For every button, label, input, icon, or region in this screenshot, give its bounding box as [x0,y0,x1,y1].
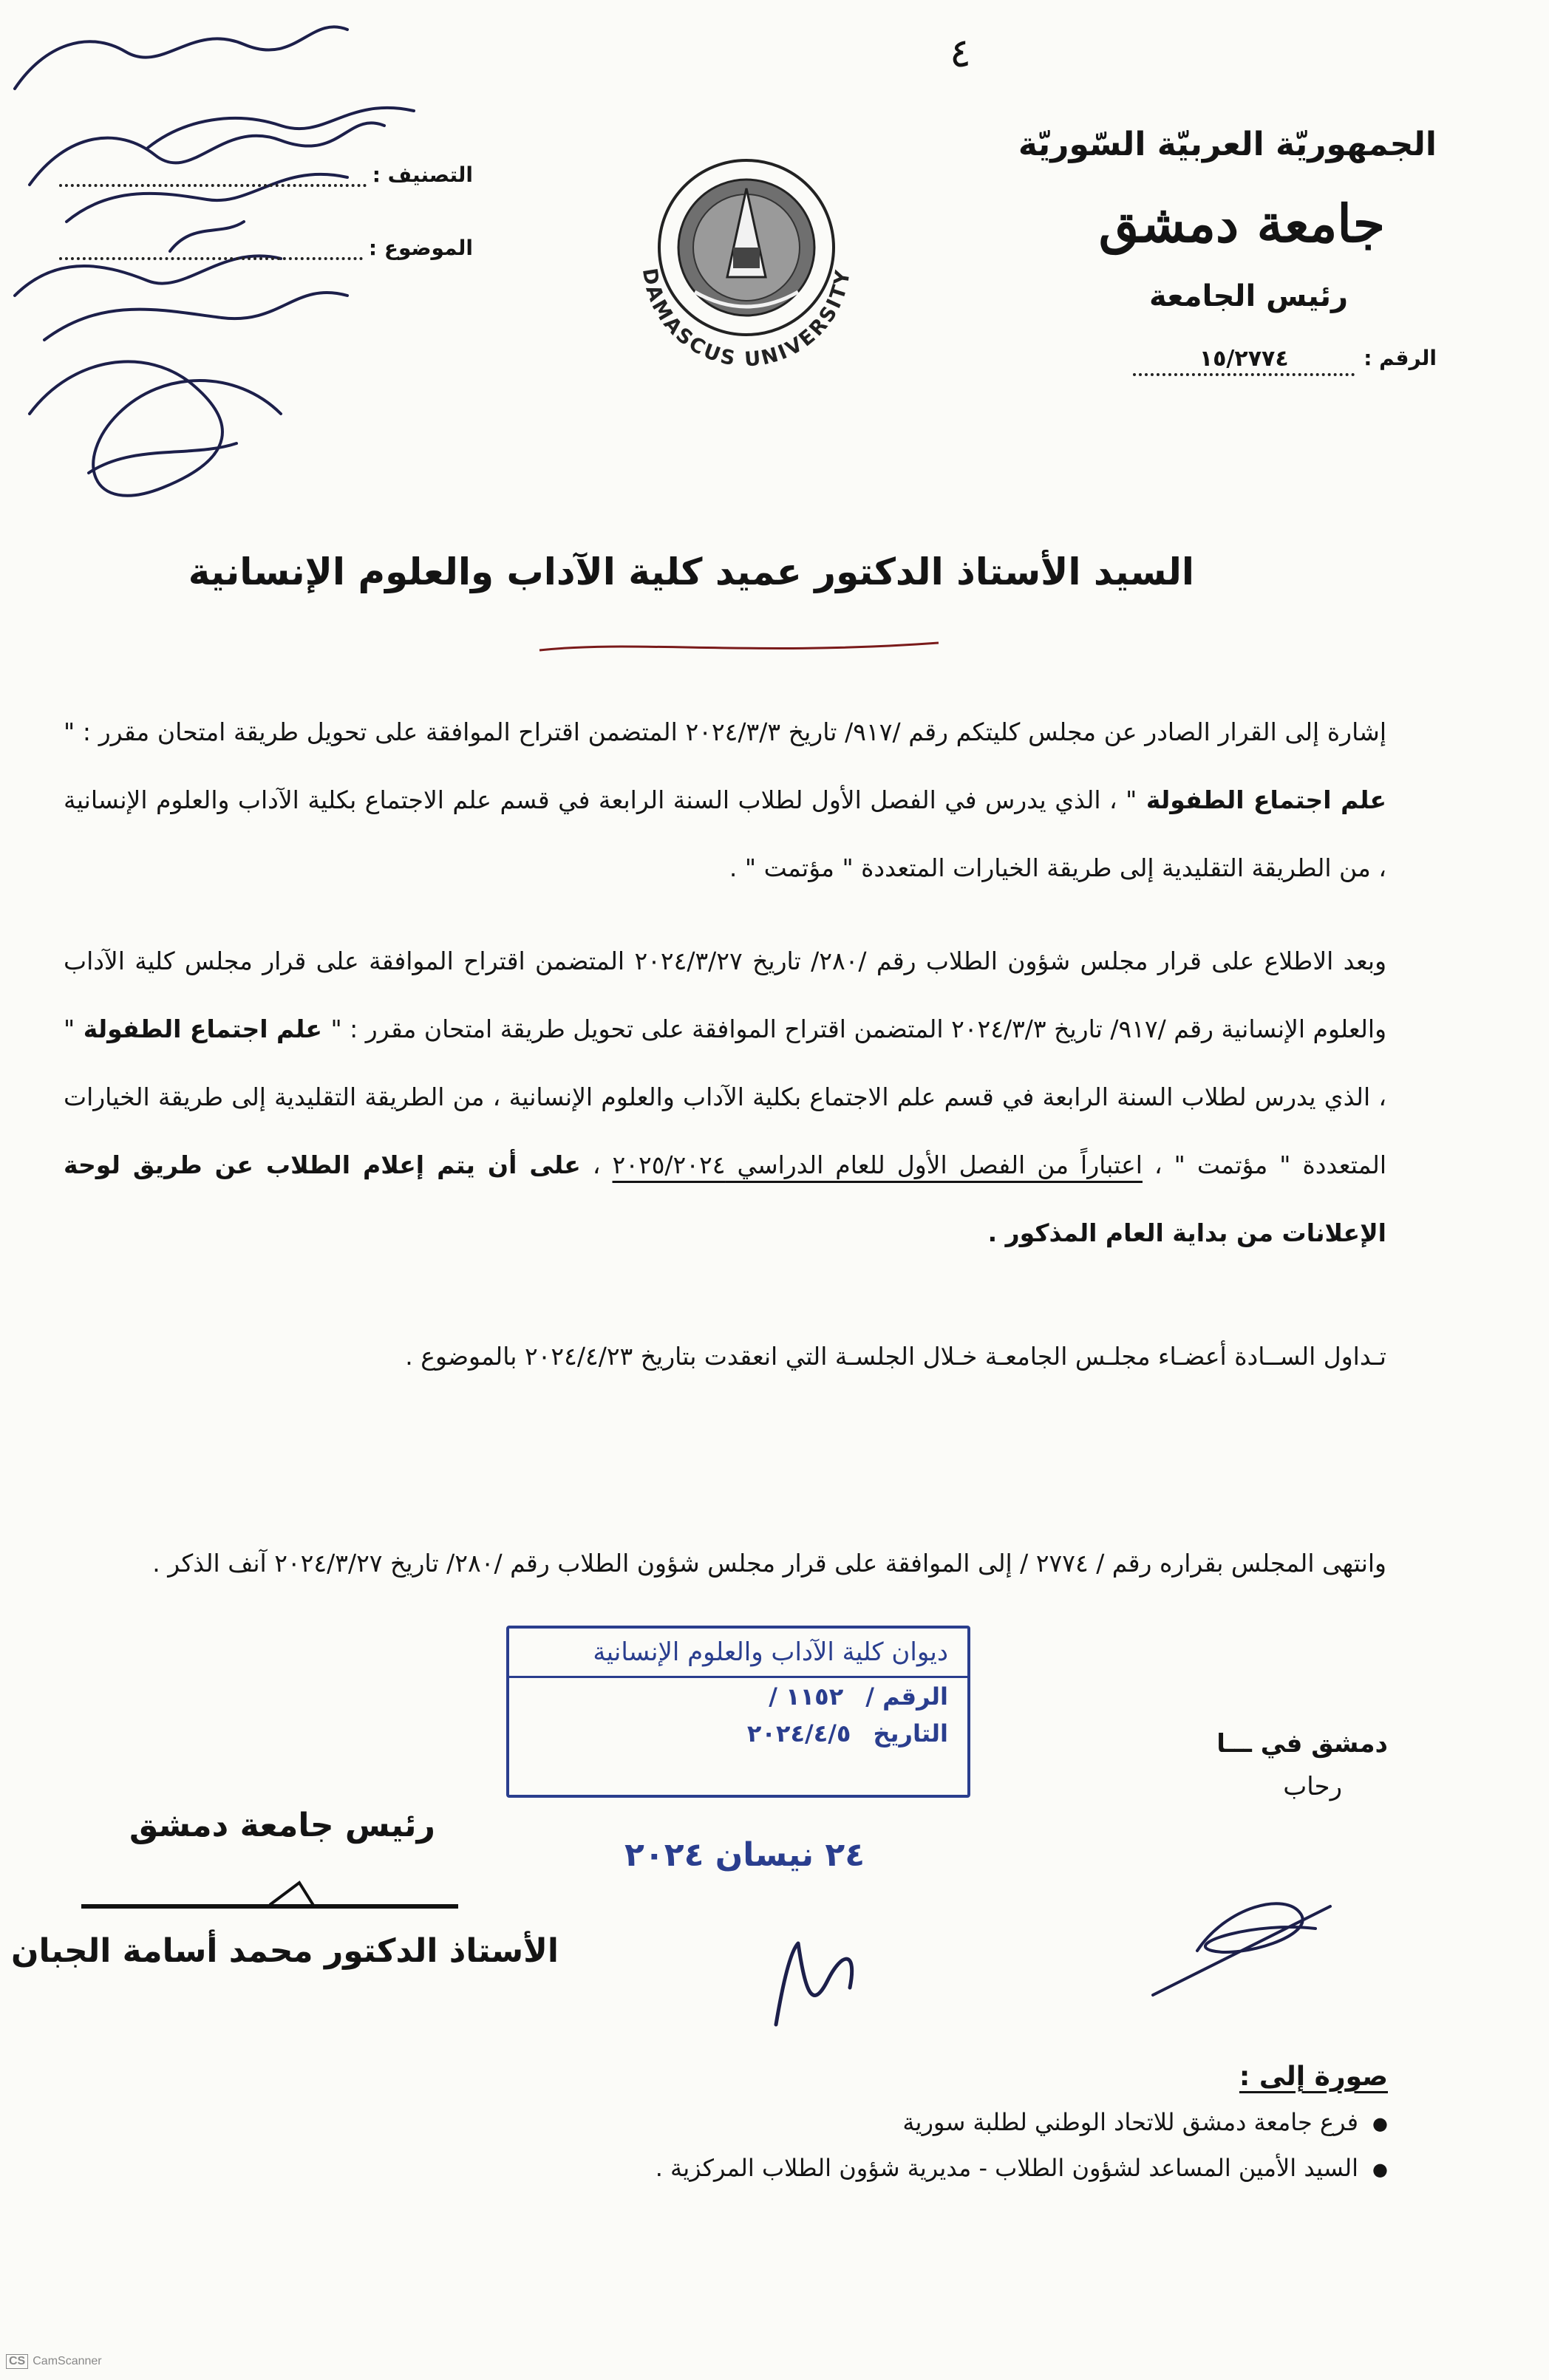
country-name: الجمهوريّة العربيّة السّوريّة [1018,126,1437,163]
university-name: جامعة دمشق [1098,193,1385,254]
classification-row [59,163,473,187]
stamp-number-label: الرقم / [865,1682,948,1711]
copies-to-list [575,2099,1388,2191]
p2-course-name: علم اجتماع الطفولة [75,1015,331,1043]
p2-effective-date: اعتباراً من الفصل الأول للعام الدراسي ٢٠٢٥/٢٠٢٤ [612,1150,1143,1179]
stamp-date-row [509,1715,967,1752]
p2-text-a: وبعد الاطلاع على قرار مجلس شؤون الطلاب رقم /٢٨٠/ تاريخ ٢٠٢٤/٣/٢٧ المتضمن اقتراح الموافقة على قرار مجلس كلية الآداب والعلوم الإنسانية رقم /٩١٧/ تاريخ ٢٠٢٤/٣/٣ المتضمن اقتراح الموافقة على تحويل طريقة امتحان مقرر : " [64,947,1387,1043]
p2-text-c: ، [580,1150,613,1179]
addressee-line: السيد الأستاذ الدكتور عميد كلية الآداب والعلوم الإنسانية [188,550,1194,593]
body-paragraph-4: وانتهى المجلس بقراره رقم / ٢٧٧٤ / إلى الموافقة على قرار مجلس شؤون الطلاب رقم /٢٨٠/ تاريخ ٢٠٢٤/٣/٢٧ آنف الذكر . [152,1549,1386,1578]
subject-row [59,236,473,260]
signatory-name: الأستاذ الدكتور محمد أسامة الجبان [11,1932,559,1970]
list-item: ● فرع جامعة دمشق للاتحاد الوطني لطلبة سورية [575,2099,1358,2145]
body-paragraph-1 [64,698,1386,902]
signature-right [1138,1862,1345,2010]
subject-label: الموضوع : [368,236,473,260]
stamp-number-value: ١١٥٢ / [769,1682,844,1711]
body-paragraph-2 [64,927,1386,1267]
letterhead [875,126,1437,376]
addressee-underline [532,637,946,659]
stamp-number-row [509,1678,967,1715]
p1-text-a: إشارة إلى القرار الصادر عن مجلس كليتكم رقم /٩١٧/ تاريخ ٢٠٢٤/٣/٣ المتضمن اقتراح الموافقة على تحويل طريقة امتحان مقرر : " [64,717,1386,746]
p2-text-b: " ، الذي يدرس لطلاب السنة الرابعة في قسم علم الاجتماع بكلية الآداب والعلوم الإنسانية ، من الطريقة التقليدية إلى طريقة الخيارات المتعددة " مؤتمت " ، [64,1015,1386,1179]
scanner-name: CamScanner [33,2355,102,2367]
list-item: ● السيد الأمين المساعد لشؤون الطلاب - مديرية شؤون الطلاب المركزية . [575,2145,1358,2191]
subject-dots [59,236,363,260]
signature-middle [769,1921,872,2032]
reference-row [875,346,1437,376]
dated-stamp: ٢٤ نيسان ٢٠٢٤ [624,1836,865,1874]
header-left-fields [59,163,473,309]
damascus-university-seal-icon [591,137,902,388]
p1-text-b: " ، الذي يدرس في الفصل الأول لطلاب السنة الرابعة في قسم علم الاجتماع بكلية الآداب والعلوم الإنسانية ، من الطريقة التقليدية إلى طريقة الخيارات المتعددة " مؤتمت " . [64,785,1386,882]
reference-number: ١٥/٢٧٧٤ [1133,346,1355,376]
faculty-registry-stamp [506,1626,970,1798]
classification-dots [59,163,367,187]
issue-location: دمشق في ـــا [1216,1729,1388,1759]
copies-to-label: صورة إلى : [1239,2062,1388,2092]
classification-label: التصنيف : [372,163,473,187]
signature-line [78,1877,462,1921]
seal-ring-text: DAMASCUS UNIVERSITY [637,266,856,372]
reference-label: الرقم : [1364,346,1437,370]
stamp-date-label: التاريخ [873,1719,948,1748]
signatory-title: رئيس جامعة دمشق [129,1807,435,1844]
p1-course-name: علم اجتماع الطفولة [1137,785,1386,814]
body-paragraph-3: تـداول الســادة أعضـاء مجلـس الجامعـة خـلال الجلسـة التي انعقدت بتاريخ ٢٠٢٤/٤/٢٣ بالموضوع . [405,1342,1386,1371]
p2-notice-clause: على أن يتم إعلام الطلاب عن طريق لوحة الإعلانات من بداية العام المذكور . [64,1150,1386,1247]
typist-initials: رحاب [1283,1772,1342,1801]
stamp-title: ديوان كلية الآداب والعلوم الإنسانية [509,1629,967,1678]
copies-to-section [575,2062,1388,2191]
office-title: رئيس الجامعة [1148,279,1348,313]
stamp-date-value: ٢٠٢٤/٤/٥ [746,1719,851,1748]
scanner-watermark [6,2354,102,2369]
page-number-mark: ٤ [950,30,972,76]
scanner-logo-icon: CS [6,2354,28,2369]
